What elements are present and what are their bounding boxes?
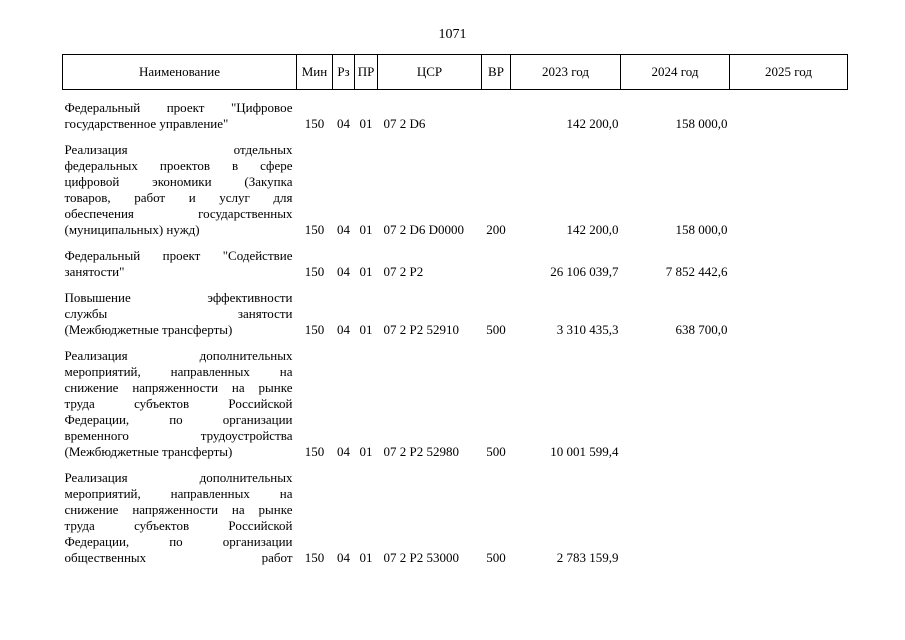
row-pr: 01 <box>359 550 373 565</box>
row-name-line: товаров, работ и услуг для <box>64 190 293 205</box>
row-min: 150 <box>304 264 325 279</box>
row-name <box>63 470 297 566</box>
row-spacer <box>63 238 848 248</box>
header-2025: 2025 год <box>730 55 848 90</box>
header-min: Мин <box>297 55 333 90</box>
row-name-line: снижение напряженности на рынке <box>64 380 293 395</box>
row-name-line: Повышение эффективности <box>64 290 293 305</box>
row-amount-2025 <box>730 248 848 280</box>
row-min: 150 <box>304 444 325 459</box>
row-rz: 04 <box>337 322 350 337</box>
table-row <box>63 142 848 238</box>
row-rz: 04 <box>337 264 350 279</box>
header-2023: 2023 год <box>511 55 621 90</box>
row-csr: 07 2 D6 D0000 <box>383 222 465 237</box>
row-name <box>63 142 297 238</box>
budget-table <box>62 54 848 566</box>
table-row <box>63 290 848 338</box>
row-vr: 200 <box>486 222 506 237</box>
row-pr: 01 <box>359 322 373 337</box>
row-min: 150 <box>304 116 325 131</box>
row-pr: 01 <box>359 116 373 131</box>
row-name-line: снижение напряженности на рынке <box>64 502 293 517</box>
row-name-line: Федеральный проект "Цифровое <box>64 100 293 115</box>
table-row <box>63 348 848 460</box>
row-rz: 04 <box>337 116 350 131</box>
row-csr: 07 2 P2 53000 <box>383 550 459 565</box>
row-min: 150 <box>304 222 325 237</box>
header-csr: ЦСР <box>378 55 482 90</box>
row-spacer-cell <box>63 90 848 101</box>
row-amount-2025 <box>730 100 848 132</box>
row-spacer-cell <box>63 132 848 142</box>
row-spacer <box>63 132 848 142</box>
table-row <box>63 100 848 132</box>
row-amount-2025 <box>730 290 848 338</box>
row-vr: 500 <box>486 322 506 337</box>
row-name-line: Реализация отдельных <box>64 142 293 157</box>
row-amount-2025 <box>730 348 848 460</box>
row-rz: 04 <box>337 550 350 565</box>
table-body <box>63 90 848 567</box>
row-name-line: мероприятий, направленных на <box>64 364 293 379</box>
table-row <box>63 248 848 280</box>
row-rz: 04 <box>337 222 350 237</box>
row-name-line: общественных работ <box>64 550 293 565</box>
row-amount-2023: 26 106 039,7 <box>550 264 619 279</box>
row-name-line: государственное управление" <box>64 116 229 131</box>
row-spacer-cell <box>63 338 848 348</box>
row-name-line: Федеральный проект "Содействие <box>64 248 293 263</box>
row-name <box>63 290 297 338</box>
table-header <box>63 55 848 90</box>
row-amount-2024 <box>621 470 730 566</box>
row-spacer-cell <box>63 460 848 470</box>
row-csr: 07 2 D6 <box>383 116 426 131</box>
row-amount-2025 <box>730 470 848 566</box>
row-csr: 07 2 P2 52980 <box>383 444 459 459</box>
row-amount-2024 <box>621 348 730 460</box>
row-rz: 04 <box>337 444 350 459</box>
page-number: 1071 <box>438 27 467 42</box>
header-2024: 2024 год <box>621 55 730 90</box>
row-name-line: мероприятий, направленных на <box>64 486 293 501</box>
row-name <box>63 348 297 460</box>
header-pr: ПР <box>355 55 378 90</box>
header-rz: Рз <box>333 55 355 90</box>
row-min: 150 <box>304 322 325 337</box>
row-spacer-cell <box>63 238 848 248</box>
row-spacer <box>63 338 848 348</box>
header-name: Наименование <box>63 55 297 90</box>
table-row <box>63 470 848 566</box>
row-name-line: федеральных проектов в сфере <box>64 158 293 173</box>
row-name-line: Федерации, по организации <box>64 412 293 427</box>
row-amount-2024: 158 000,0 <box>675 116 728 131</box>
row-amount-2023: 10 001 599,4 <box>550 444 619 459</box>
row-amount-2024: 638 700,0 <box>675 322 728 337</box>
row-name-line: (муниципальных) нужд) <box>64 222 200 237</box>
row-pr: 01 <box>359 264 373 279</box>
row-name-line: занятости" <box>64 264 125 279</box>
row-min: 150 <box>304 550 325 565</box>
row-name-line: (Межбюджетные трансферты) <box>64 322 233 337</box>
row-name-line: временного трудоустройства <box>64 428 293 443</box>
row-csr: 07 2 P2 <box>383 264 424 279</box>
row-vr <box>482 248 511 280</box>
row-name-line: Федерации, по организации <box>64 534 293 549</box>
header-vr: ВР <box>482 55 511 90</box>
row-amount-2024: 7 852 442,6 <box>665 264 728 279</box>
row-name-line: труда субъектов Российской <box>64 518 293 533</box>
row-amount-2023: 142 200,0 <box>566 116 619 131</box>
row-amount-2023: 2 783 159,9 <box>556 550 619 565</box>
row-amount-2025 <box>730 142 848 238</box>
row-name-line: Реализация дополнительных <box>64 470 293 485</box>
row-name-line: (Межбюджетные трансферты) <box>64 444 233 459</box>
row-spacer <box>63 280 848 290</box>
row-vr: 500 <box>486 444 506 459</box>
row-spacer <box>63 460 848 470</box>
row-name-line: Реализация дополнительных <box>64 348 293 363</box>
row-csr: 07 2 P2 52910 <box>383 322 459 337</box>
row-amount-2024: 158 000,0 <box>675 222 728 237</box>
row-vr <box>482 100 511 132</box>
row-pr: 01 <box>359 444 373 459</box>
row-pr: 01 <box>359 222 373 237</box>
row-name-line: цифровой экономики (Закупка <box>64 174 293 189</box>
row-amount-2023: 142 200,0 <box>566 222 619 237</box>
row-name <box>63 248 297 280</box>
row-spacer <box>63 90 848 101</box>
row-amount-2023: 3 310 435,3 <box>556 322 619 337</box>
row-name-line: обеспечения государственных <box>64 206 293 221</box>
row-vr: 500 <box>486 550 506 565</box>
row-name-line: службы занятости <box>64 306 293 321</box>
row-name-line: труда субъектов Российской <box>64 396 293 411</box>
row-name <box>63 100 297 132</box>
row-spacer-cell <box>63 280 848 290</box>
